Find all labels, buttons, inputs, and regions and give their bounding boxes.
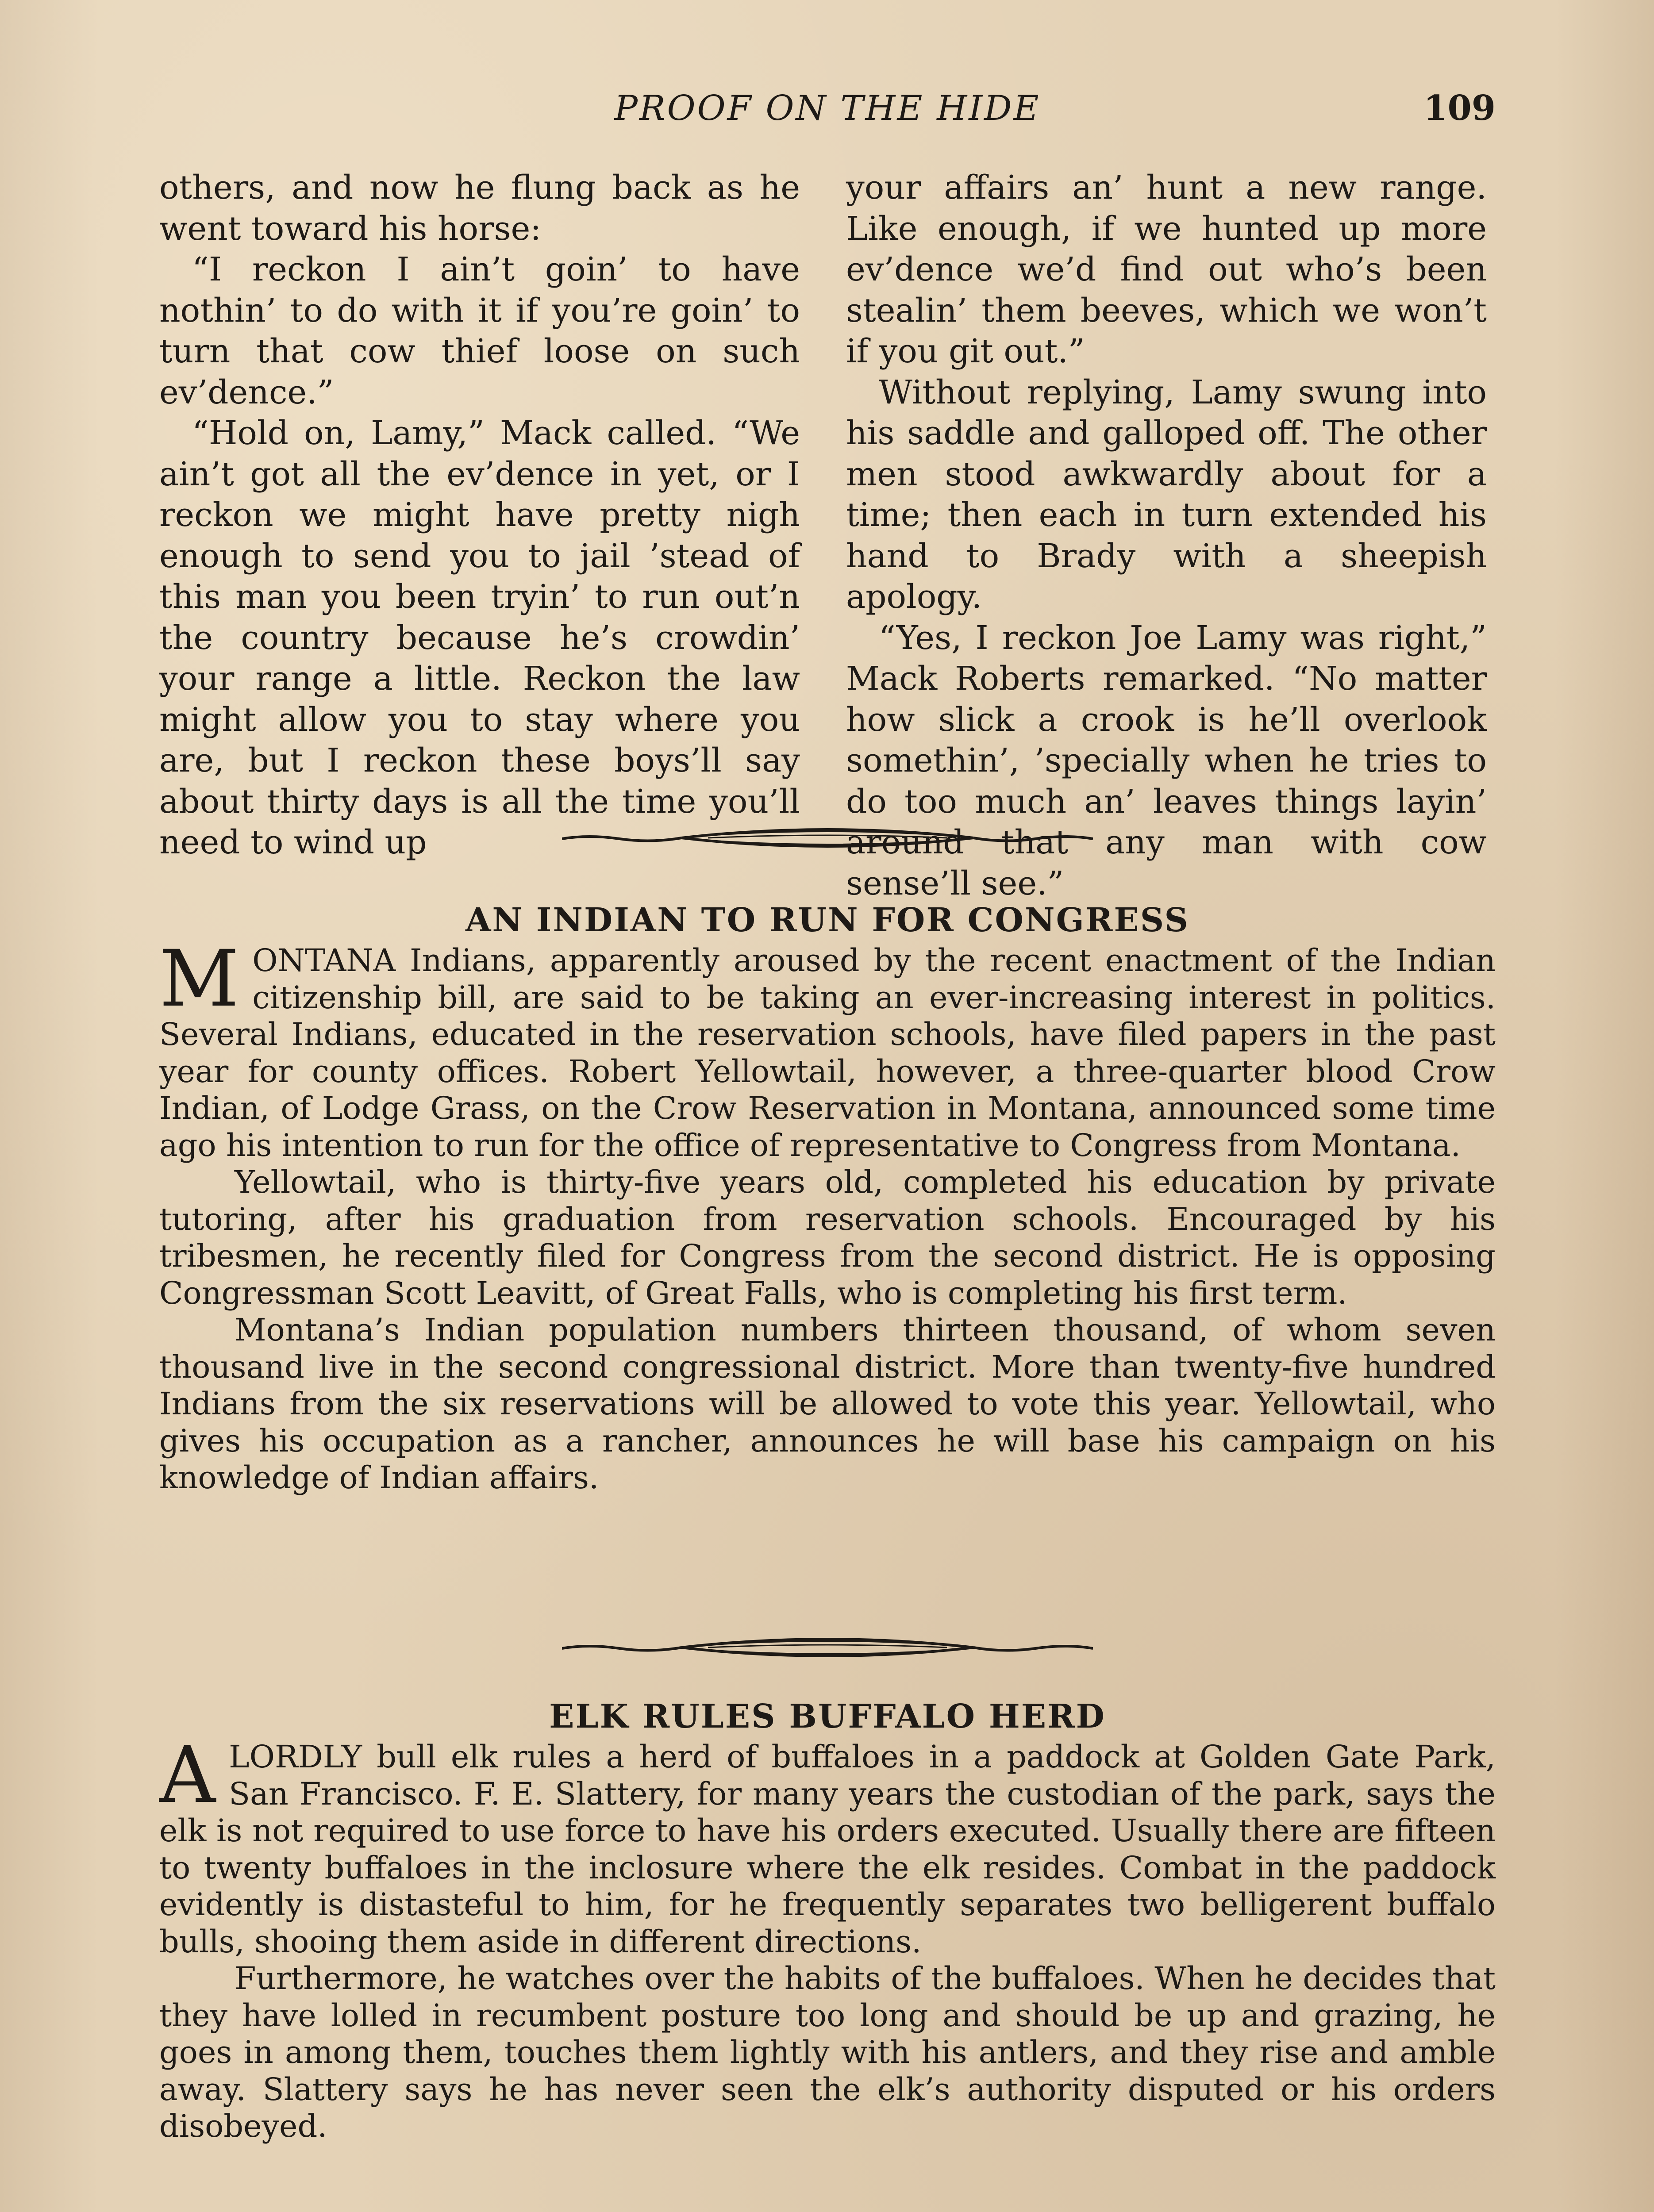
lead-text: LORDLY bull elk rules a herd of buffaloes in a paddock at Golden Gate Park, San Francisco. F. E. Slattery, for many years the custodian of the park, says the elk is not required to use force to have his orders executed. Usually there are fifteen to twenty buffaloes in the inclosure where the elk resides. Combat in the paddock evidently is distasteful to him, for he frequently separates two belligerent buffalo bulls, shooing them aside in different directions. [159, 1739, 1496, 1960]
article-body [159, 1730, 1496, 2145]
story-paragraph: “Yes, I reckon Joe Lamy was right,” Mack Roberts remarked. “No matter how slick a crook is he’ll overlook somethin’, ’specially when he tries to do too much an’ leaves things layin’ around that any man with cow sense’ll see.” [846, 618, 1487, 902]
article-paragraph: Yellowtail, who is thirty-five years old, completed his education by private tutoring, after his graduation from reservation schools. Encouraged by his tribesmen, he recently filed for Congress from the second district. He is opposing Congressman Scott Leavitt, of Great Falls, who is completing his first term. [159, 1164, 1496, 1311]
article-lead-paragraph [159, 933, 1496, 1164]
drop-cap: M [159, 933, 239, 1024]
article-paragraph: Furthermore, he watches over the habits of the buffaloes. When he decides that they have lolled in recumbent posture too long and should be up and grazing, he goes in among them, touches them lightly with his antlers, and they rise and amble away. Slattery says he has never seen the elk’s authority disputed or his orders disobeyed. [159, 1960, 1496, 2144]
story-paragraph: Without replying, Lamy swung into his saddle and galloped off. The other men stood awkwardly about for a time; then each in turn extended his hand to Brady with a sheepish apology. [846, 373, 1487, 616]
ornamental-divider [562, 1632, 1093, 1663]
page-header [159, 84, 1496, 133]
article-body [159, 933, 1496, 1497]
article-elk-buffalo [159, 1694, 1496, 2145]
article-indian-congress [159, 898, 1496, 1497]
story-paragraph: “I reckon I ain’t goin’ to have nothin’ to do with it if you’re goin’ to turn that cow thief loose on such ev’dence.” [159, 250, 800, 411]
running-head: PROOF ON THE HIDE [614, 88, 1041, 128]
story-paragraph: “Hold on, Lamy,” Mack called. “We ain’t got all the ev’dence in yet, or I reckon we might have pretty nigh enough to send you to jail ’stead of this man you been tryin’ to run out’n the country because he’s crowdin’ your range a little. Reckon the law might allow you to stay where you are, but I reckon these boys’ll say about thirty days is all the time you’ll need to wind up [159, 414, 800, 861]
drop-cap: A [159, 1730, 216, 1820]
lead-text: ONTANA Indians, apparently aroused by the recent enactment of the Indian citizenship bill, are said to be taking an ever-increasing interest in politics. Several Indians, educated in the reservation schools, have filed papers in the past year for county offices. Robert Yellowtail, however, a three-quarter blood Crow Indian, of Lodge Grass, on the Crow Reservation in Montana, announced some time ago his intention to run for the office of representative to Congress from Montana. [159, 942, 1496, 1164]
page-number: 109 [1423, 88, 1496, 128]
article-title: AN INDIAN TO RUN FOR CONGRESS [465, 901, 1189, 939]
right-column [846, 167, 1487, 904]
ornamental-divider [562, 823, 1093, 854]
story-paragraph: others, and now he flung back as he went toward his horse: [159, 169, 800, 248]
article-title: ELK RULES BUFFALO HERD [549, 1697, 1106, 1736]
story-paragraph: your affairs an’ hunt a new range. Like enough, if we hunted up more ev’dence we’d find out who’s been stealin’ them beeves, which we won’t if you git out.” [846, 169, 1487, 370]
article-lead-paragraph [159, 1730, 1496, 1960]
left-column [159, 167, 800, 863]
story-continuation [159, 167, 1496, 902]
article-paragraph: Montana’s Indian population numbers thirteen thousand, of whom seven thousand live in the second congressional district. More than twenty-five hundred Indians from the six reservations will be allowed to vote this year. Yellowtail, who gives his occupation as a rancher, announces he will base his campaign on his knowledge of Indian affairs. [159, 1312, 1496, 1496]
